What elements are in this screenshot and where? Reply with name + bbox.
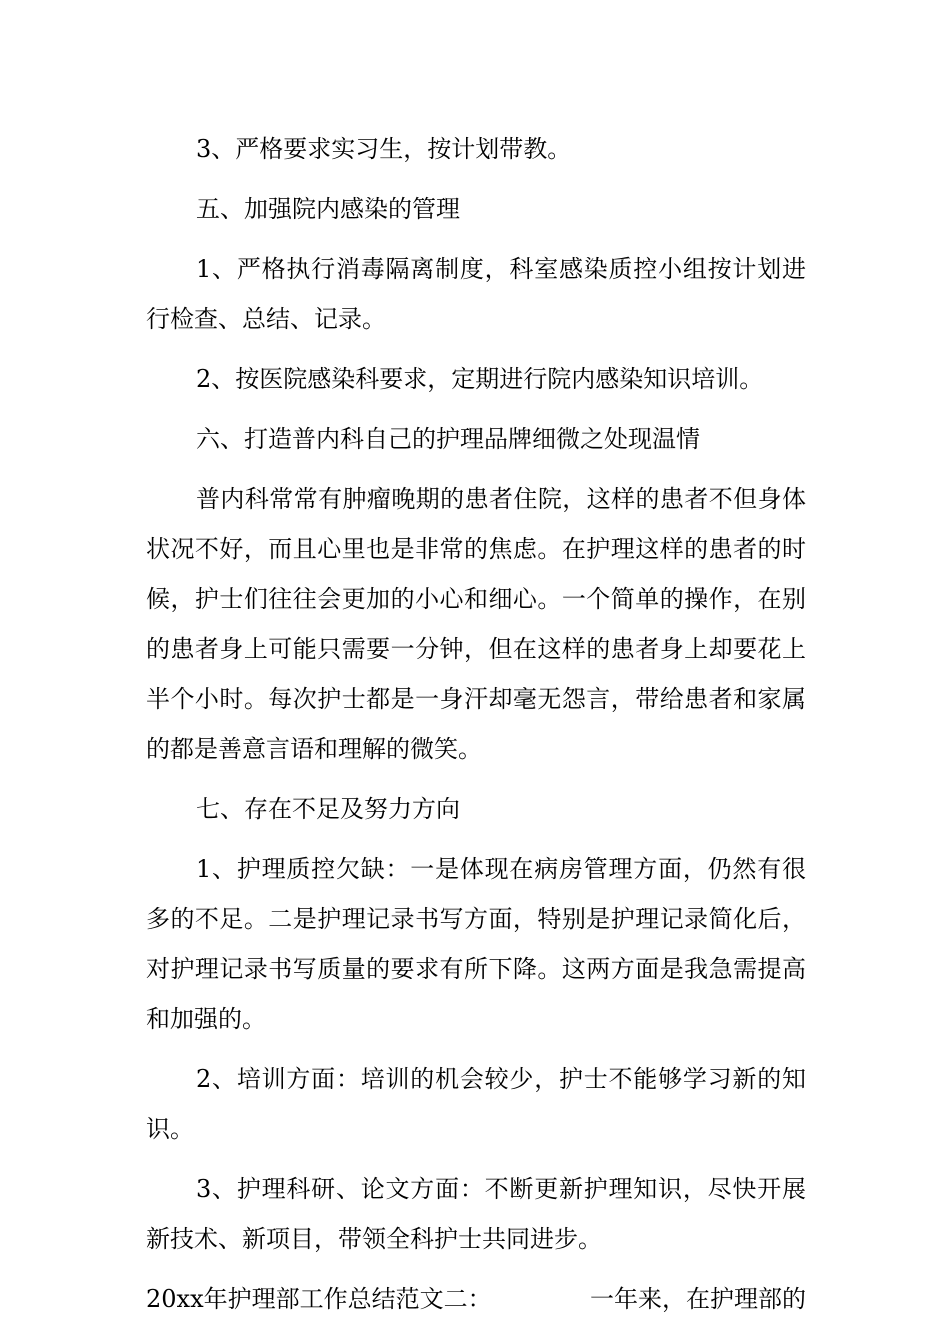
section-heading-infection-control: 五、加强院内感染的管理 xyxy=(196,195,460,223)
section-heading-shortcomings: 七、存在不足及努力方向 xyxy=(196,795,460,823)
summary-heading-line xyxy=(146,1274,806,1324)
summary-heading: 20xx年护理部工作总结范文二： xyxy=(146,1285,492,1313)
paragraph-disinfection-system: 1、严格执行消毒隔离制度，科室感染质控小组按计划进行检查、总结、记录。 xyxy=(146,255,806,333)
paragraph-quality-control: 1、护理质控欠缺：一是体现在病房管理方面，仍然有很多的不足。二是护理记录书写方面，特别是护理记录简化后，对护理记录书写质量的要求有所下降。这两方面是我急需提高和加强的。 xyxy=(146,855,806,1033)
paragraph-training: 2、培训方面：培训的机会较少，护士不能够学习新的知识。 xyxy=(146,1065,806,1143)
document-page xyxy=(146,124,806,1324)
paragraph-tumor-patients: 普内科常常有肿瘤晚期的患者住院，这样的患者不但身体状况不好，而且心里也是非常的焦虑。在护理这样的患者的时候，护士们往往会更加的小心和细心。一个简单的操作，在别的患者身上可能只需要一分钟，但在这样的患者身上却要花上半个小时。每次护士都是一身汗却毫无怨言，带给患者和家属的都是善意言语和理解的微笑。 xyxy=(146,485,806,763)
paragraph-research: 3、护理科研、论文方面：不断更新护理知识，尽快开展新技术、新项目，带领全科护士共同进步。 xyxy=(146,1175,806,1253)
section-heading-nursing-brand: 六、打造普内科自己的护理品牌细微之处现温情 xyxy=(196,425,700,453)
paragraph-infection-training: 2、按医院感染科要求，定期进行院内感染知识培训。 xyxy=(196,365,764,393)
summary-continuation: 一年来，在护理部的 xyxy=(590,1285,806,1313)
paragraph-intern-training: 3、严格要求实习生，按计划带教。 xyxy=(196,135,572,163)
